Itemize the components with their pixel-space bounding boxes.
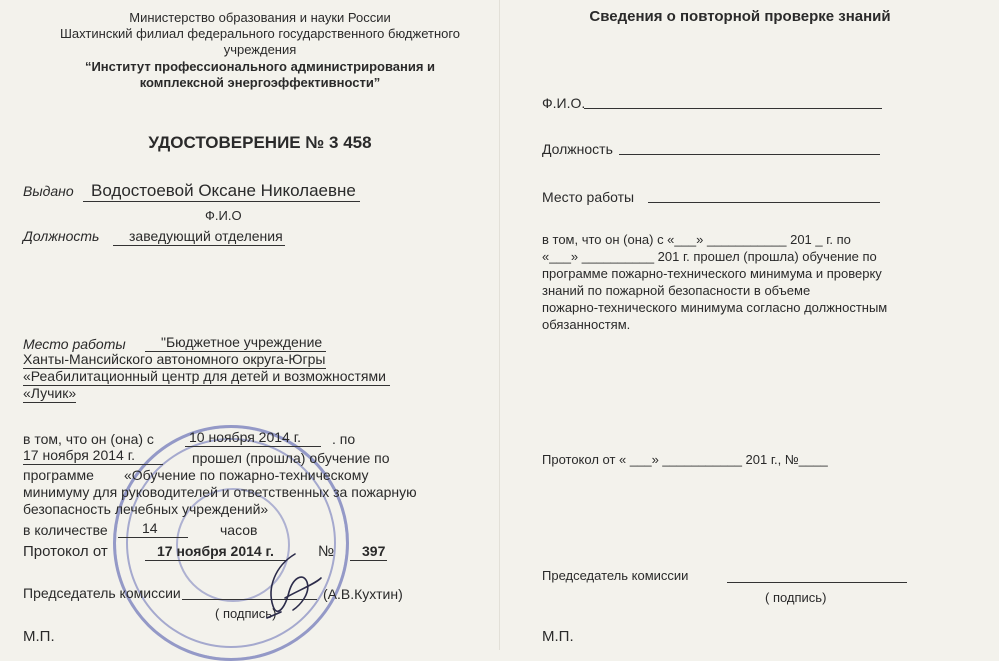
issued-name: Водостоевой Оксане Николаевне [83, 181, 360, 202]
training-to-date: 17 ноября 2014 г. [23, 447, 163, 465]
program-line3: безопасность лечебных учреждений» [23, 501, 269, 517]
position-label: Должность [23, 228, 100, 244]
program-line1: «Обучение по пожарно-техническому [124, 467, 369, 483]
training-to-prefix: . по [332, 431, 356, 447]
workplace-line3: «Реабилитационный центр для детей и возможностями [23, 368, 390, 386]
program-line2: минимуму для руководителей и ответственных за пожарную [23, 484, 417, 500]
repeat-text-line5: пожарно-технического минимума согласно должностным [542, 300, 888, 315]
repeat-text-line4: знаний по пожарной безопасности в объеме [542, 283, 811, 298]
hours-unit: часов [220, 522, 258, 538]
repeat-fio-label: Ф.И.О. [542, 95, 586, 111]
branch-line: Шахтинский филиал федерального государственного бюджетного [59, 26, 461, 41]
repeat-text-line3: программе пожарно-технического минимума и проверку [542, 266, 882, 281]
workplace-label: Место работы [23, 336, 126, 352]
hours-label: в количестве [23, 522, 108, 538]
repeat-text-line2: «___» __________ 201 г. прошел (прошла) обучение по [542, 249, 877, 264]
repeat-workplace-label: Место работы [542, 189, 635, 205]
repeat-position-label: Должность [542, 141, 613, 157]
chair-label: Председатель комиссии [23, 585, 181, 601]
program-label: программе [23, 467, 94, 483]
hours-value: 14 [118, 520, 188, 538]
repeat-check-title: Сведения о повторной проверке знаний [589, 8, 891, 25]
position-value: заведующий отделения [113, 228, 285, 246]
chair-name: (А.В.Кухтин) [323, 586, 403, 602]
protocol-label: Протокол от [23, 543, 108, 560]
fio-caption: Ф.И.О [205, 208, 242, 223]
protocol-number: 397 [350, 543, 387, 561]
issued-label: Выдано [23, 183, 74, 199]
workplace-line4: «Лучик» [23, 385, 77, 401]
training-from-date: 10 ноября 2014 г. [185, 429, 321, 447]
institute-line: “Институт профессионального администрирования и [84, 59, 436, 74]
protocol-number-label: № [318, 543, 335, 560]
repeat-chair-label: Председатель комиссии [542, 568, 689, 583]
repeat-text-line6: обязанностям. [542, 317, 631, 332]
fold-line [499, 0, 500, 650]
signature-caption: ( подпись) [215, 606, 277, 621]
handwritten-signature-icon [255, 548, 325, 620]
training-from-prefix: в том, что он (она) с [23, 431, 154, 447]
training-passed: прошел (прошла) обучение по [192, 450, 390, 466]
repeat-protocol-line: Протокол от « ___» ___________ 201 г., №____ [542, 452, 828, 467]
workplace-line1: "Бюджетное учреждение [145, 334, 326, 352]
certificate-title: УДОСТОВЕРЕНИЕ № 3 458 [148, 133, 372, 152]
institute-line-2: комплексной энергоэффективности” [139, 75, 381, 90]
workplace-line2: Ханты-Мансийского автономного округа-Югры [23, 351, 326, 367]
ministry-line: Министерство образования и науки России [129, 10, 391, 25]
protocol-date: 17 ноября 2014 г. [145, 543, 286, 561]
right-mp: М.П. [542, 628, 574, 645]
branch-line-2: учреждения [223, 42, 297, 57]
repeat-text-line1: в том, что он (она) с «___» ___________ 201 _ г. по [542, 232, 851, 247]
left-mp: М.П. [23, 628, 55, 645]
repeat-signature-caption: ( подпись) [765, 590, 827, 605]
